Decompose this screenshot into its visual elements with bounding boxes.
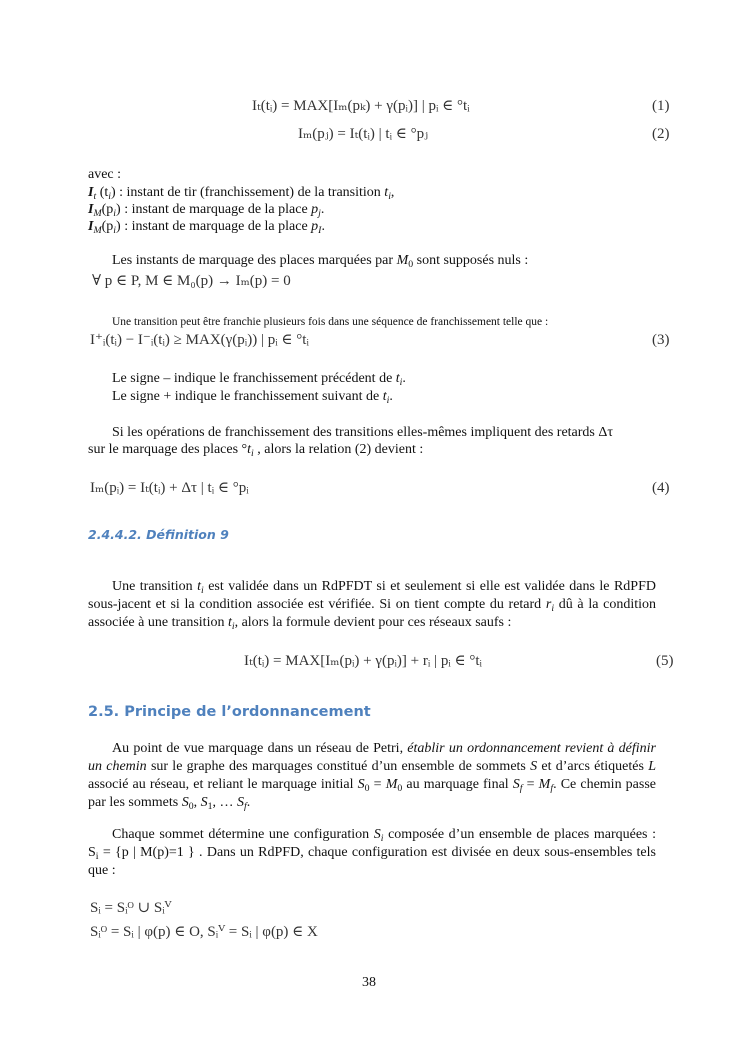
- initial-marking-equation: ∀ p ∈ P, M ∈ M₀(p) → Iₘ(p) = 0: [92, 273, 291, 289]
- set-equation-partition: Sᵢᴼ = Sᵢ | φ(p) ∈ O, Sᵢⱽ = Sᵢ | φ(p) ∈ X: [90, 924, 318, 940]
- equation-5: Iₜ(tᵢ) = MAX[Iₘ(pᵢ) + γ(pᵢ)] + rᵢ | pᵢ ∈ °tᵢ: [244, 653, 483, 669]
- equation-4: Iₘ(pᵢ) = Iₜ(tᵢ) + Δτ | tᵢ ∈ °pᵢ: [90, 480, 249, 496]
- multi-fire-note: Une transition peut être franchie plusieurs fois dans une séquence de franchissement telle que :: [112, 316, 549, 328]
- heading-principe-ordonnancement: 2.5. Principe de l’ordonnancement: [88, 704, 371, 720]
- heading-definition-9: 2.4.4.2. Définition 9: [88, 527, 229, 542]
- equation-3: I⁺ᵢ(tᵢ) − I⁻ᵢ(tᵢ) ≥ MAX(γ(pᵢ)) | pᵢ ∈ °tᵢ: [90, 332, 309, 348]
- configuration-paragraph: Chaque sommet détermine une configuration $S_i$ composée d’un ensemble de places marquées : $S_i = \{p$ | M(p)=1 } . Dans un RdPFD, chaque configuration est divisée en deux sous-ensembles tels que :: [88, 827, 656, 878]
- set-equation-union: Sᵢ = Sᵢᴼ ∪ Sᵢⱽ: [90, 900, 172, 916]
- definition-im-2: $I_M(p_i)$ : instant de marquage de la place $p_I$.: [88, 219, 325, 236]
- definition-it: $I_t$ $(t_i)$ : instant de tir (franchissement) de la transition $t_i$,: [88, 185, 395, 202]
- minus-sign-explanation: Le signe – indique le franchissement précédent de $t_i$.: [112, 371, 406, 388]
- delay-sentence-line-2: sur le marquage des places $^\circ t_i$ , alors la relation (2) devient :: [88, 442, 424, 459]
- equation-3-number: (3): [652, 332, 670, 348]
- scheduling-paragraph: Au point de vue marquage dans un réseau de Petri, établir un ordonnancement revient à définir un chemin sur le graphe des marquages constitué d’un ensemble de sommets S et d’arcs étiquetés L associé au réseau, et reliant le marquage initial $S_0 = M_0$ au marquage final $S_f = M_f$. Ce chemin passe par les sommets $S_0$, $S_1$, … $S_f$.: [88, 741, 657, 812]
- delay-sentence-line-1: Si les opérations de franchissement des transitions elles-mêmes impliquent des retards Δτ: [112, 425, 614, 440]
- equation-4-number: (4): [652, 480, 670, 496]
- equation-1: Iₜ(tᵢ) = MAX[Iₘ(pₖ) + γ(pᵢ)] | pᵢ ∈ °tᵢ: [252, 98, 470, 114]
- equation-2-number: (2): [652, 126, 670, 142]
- avec-label: avec :: [88, 167, 122, 182]
- equation-1-number: (1): [652, 98, 670, 114]
- initial-marking-sentence: Les instants de marquage des places marquées par $M_0$ sont supposés nuls :: [112, 253, 529, 270]
- equation-5-number: (5): [656, 653, 674, 669]
- page-number: 38: [362, 975, 376, 990]
- equation-2: Iₘ(pⱼ) = Iₜ(tᵢ) | tᵢ ∈ °pⱼ: [298, 126, 429, 142]
- plus-sign-explanation: Le signe + indique le franchissement suivant de $t_i$.: [112, 389, 393, 406]
- definition-im-1: $I_M(p_i)$ : instant de marquage de la place $p_j$.: [88, 202, 325, 219]
- definition-9-paragraph: Une transition $t_i$ est validée dans un RdPFDT si et seulement si elle est validée dans le RdPFD sous-jacent et si la condition associée est vérifiée. Si on tient compte du retard $r_i$ dû à la condition associée à une transition $t_i$, alors la formule devient pour ces réseaux saufs :: [88, 579, 656, 632]
